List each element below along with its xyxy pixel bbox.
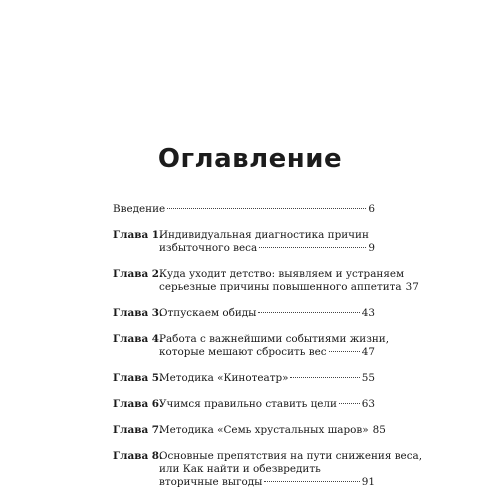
dot-leader — [290, 376, 359, 378]
dot-leader — [259, 246, 366, 248]
chapter-label: Глава 8. — [113, 450, 163, 462]
toc-entry-title: или Как найти и обезвредить — [159, 463, 321, 475]
toc-entry-title: Отпускаем обиды — [159, 307, 257, 319]
chapter-label: Глава 1. — [113, 229, 163, 241]
toc-entry-title: которые мешают сбросить вес — [159, 346, 327, 358]
toc-entry-chapter-8 — [113, 450, 423, 489]
dot-leader — [329, 350, 360, 352]
toc-entry-title: Введение — [113, 203, 166, 215]
toc-page-number: 63 — [361, 398, 375, 410]
dot-leader — [264, 480, 359, 482]
toc-entry-title: избыточного веса — [159, 242, 258, 254]
toc-entry-title: Индивидуальная диагностика причин — [159, 229, 369, 241]
chapter-label: Глава 4. — [113, 333, 163, 345]
toc-page-number: 6 — [368, 203, 375, 215]
toc-entry-chapter-5 — [113, 372, 375, 385]
dot-leader — [167, 207, 366, 209]
toc-entry-title: вторичные выгоды — [159, 476, 263, 488]
table-of-contents — [113, 203, 423, 502]
toc-entry-intro — [113, 203, 375, 216]
toc-entry-chapter-3 — [113, 307, 375, 320]
toc-entry-title: Учимся правильно ставить цели — [159, 398, 337, 410]
toc-entry-chapter-6 — [113, 398, 375, 411]
dot-leader — [339, 402, 360, 404]
toc-entry-title: серьезные причины повышенного аппетита — [159, 281, 402, 293]
chapter-label: Глава 6. — [113, 398, 163, 410]
toc-entry-title: Куда уходит детство: выявляем и устраняем — [159, 268, 405, 280]
page-title: Оглавление — [157, 144, 343, 174]
chapter-label: Глава 7. — [113, 424, 163, 436]
chapter-label: Глава 5. — [113, 372, 163, 384]
toc-entry-chapter-1 — [113, 229, 375, 255]
toc-entry-title: Методика «Кинотеатр» — [159, 372, 289, 384]
toc-page-number: 55 — [361, 372, 375, 384]
toc-entry-chapter-2 — [113, 268, 419, 294]
toc-entry-title: Работа с важнейшими событиями жизни, — [159, 333, 390, 345]
toc-page-number: 85 — [372, 424, 386, 436]
toc-page-number: 43 — [361, 307, 375, 319]
toc-page-number: 9 — [368, 242, 375, 254]
toc-entry-chapter-4 — [113, 333, 390, 359]
toc-entry-chapter-7 — [113, 424, 386, 437]
dot-leader — [258, 311, 359, 313]
chapter-label: Глава 2. — [113, 268, 163, 280]
toc-page-number: 91 — [361, 476, 375, 488]
chapter-label: Глава 3. — [113, 307, 163, 319]
toc-entry-title: Методика «Семь хрустальных шаров» — [159, 424, 369, 436]
toc-page-number: 37 — [405, 281, 419, 293]
toc-page-number: 47 — [361, 346, 375, 358]
toc-entry-title: Основные препятствия на пути снижения веса, — [159, 450, 423, 462]
